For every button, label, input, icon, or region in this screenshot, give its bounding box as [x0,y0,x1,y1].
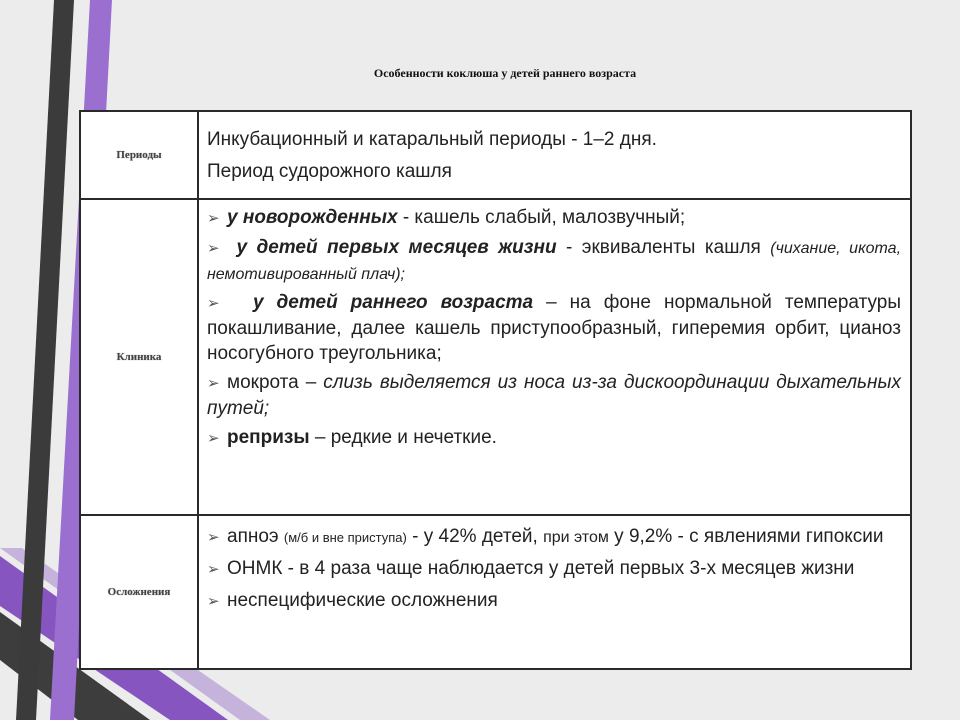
bullet-arrow-icon: ➢ [207,210,220,227]
row-header-clinic: Клиника [80,199,198,515]
bullet-arrow-icon: ➢ [207,593,220,610]
row-header-periods: Периоды [80,111,198,199]
bullet-arrow-icon: ➢ [207,375,220,392]
list-item: ➢ апноэ (м/б и вне приступа) - у 42% детей, при этом у 9,2% - с явлениями гипоксии [207,524,901,550]
bullet-arrow-icon: ➢ [207,430,220,447]
list-item: ➢ у детей первых месяцев жизни - эквиваленты кашля (чихание, икота, немотивированный плач); [207,237,902,283]
list-item: ➢ у новорожденных - кашель слабый, малозвучный; [207,205,901,231]
periods-line-2: Период судорожного кашля [207,161,452,182]
bullet-arrow-icon: ➢ [207,561,220,578]
table-row-complications [80,515,911,669]
bullet-arrow-icon: ➢ [207,295,220,312]
list-item: ➢ у детей раннего возраста – на фоне нормальной температуры покашливание, далее кашель приступообразный, гиперемия орбит, цианоз носогубного треугольника; [207,292,901,364]
list-item: ➢ неспецифические осложнения [207,588,901,614]
periods-content [198,111,911,199]
list-item: ➢ ОНМК - в 4 раза чаще наблюдается у детей первых 3-х месяцев жизни [207,556,901,582]
table-row-clinic [80,199,911,515]
complications-content [198,515,911,669]
bullet-arrow-icon: ➢ [207,240,220,257]
clinic-content [198,199,911,515]
periods-line-1: Инкубационный и катаральный периоды - 1–2 дня. [207,129,657,150]
bullet-arrow-icon: ➢ [207,529,220,546]
slide-title: Особенности коклюша у детей раннего возраста [373,66,637,80]
list-item: ➢ мокрота – слизь выделяется из носа из-за дискоординации дыхательных путей; [207,372,901,419]
table-row-periods [80,111,911,199]
row-header-complications: Осложнения [80,515,198,669]
list-item: ➢ репризы – редкие и нечеткие. [207,425,901,451]
features-table [79,110,912,670]
